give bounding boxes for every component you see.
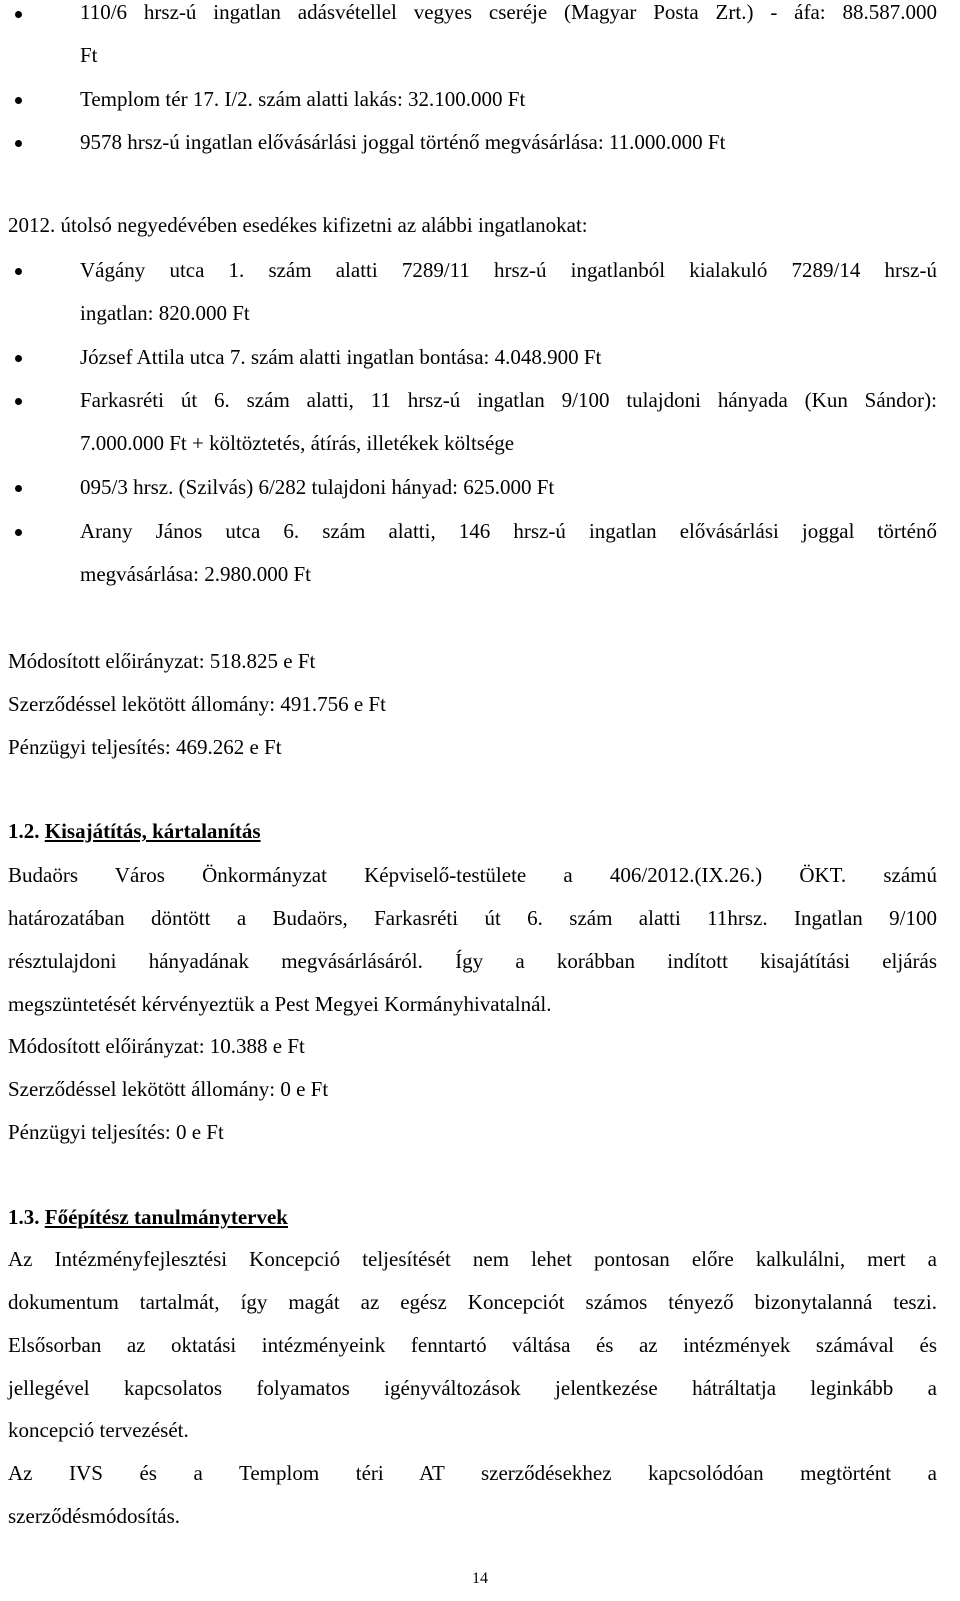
list-item-continuation: megvásárlása: 2.980.000 Ft bbox=[80, 562, 311, 586]
paragraph-line: résztulajdoni hányadának megvásárlásáról. Így a korábban indított kisajátítási eljárás bbox=[8, 949, 937, 973]
list-item: Farkasréti út 6. szám alatti, 11 hrsz-ú ingatlan 9/100 tulajdoni hányada (Kun Sándor): bbox=[80, 388, 937, 412]
list-item: 9578 hrsz-ú ingatlan elővásárlási joggal történő megvásárlása: 11.000.000 Ft bbox=[80, 130, 726, 154]
paragraph-line: dokumentum tartalmát, így magát az egész Koncepciót számos tényező bizonytalanná teszi. bbox=[8, 1290, 937, 1314]
section-title: Kisajátítás, kártalanítás bbox=[44, 819, 261, 843]
bullet-dot-icon bbox=[15, 268, 22, 275]
paragraph-line: Elsősorban az oktatási intézményeink fenntartó váltása és az intézmények számával és bbox=[8, 1333, 937, 1357]
paragraph-intro-2012: 2012. útolsó negyedévében esedékes kifizetni az alábbi ingatlanokat: bbox=[8, 213, 588, 237]
section-heading-1-2 bbox=[8, 821, 261, 842]
section-title: Főépítész tanulmánytervek bbox=[44, 1205, 288, 1229]
paragraph-line: jellegével kapcsolatos folyamatos igényváltozások jelentkezése hátráltatja leginkább a bbox=[8, 1376, 937, 1400]
list-item-continuation: Ft bbox=[80, 43, 98, 67]
page-number: 14 bbox=[472, 1570, 488, 1587]
paragraph-line: megszüntetését kérvényeztük a Pest Megyei Kormányhivatalnál. bbox=[8, 992, 552, 1016]
bullet-dot-icon bbox=[15, 529, 22, 536]
list-item: Vágány utca 1. szám alatti 7289/11 hrsz-ú ingatlanból kialakuló 7289/14 hrsz-ú bbox=[80, 258, 937, 282]
paragraph-line: szerződésmódosítás. bbox=[8, 1504, 181, 1528]
list-item: 095/3 hrsz. (Szilvás) 6/282 tulajdoni hányad: 625.000 Ft bbox=[80, 475, 555, 499]
financial-performance: Pénzügyi teljesítés: 0 e Ft bbox=[8, 1120, 224, 1144]
paragraph-line: határozatában döntött a Budaörs, Farkasréti út 6. szám alatti 11hrsz. Ingatlan 9/100 bbox=[8, 906, 937, 930]
bullet-dot-icon bbox=[15, 140, 22, 147]
contracted-amount: Szerződéssel lekötött állomány: 0 e Ft bbox=[8, 1077, 329, 1101]
contracted-amount: Szerződéssel lekötött állomány: 491.756 e Ft bbox=[8, 692, 386, 716]
list-item: József Attila utca 7. szám alatti ingatlan bontása: 4.048.900 Ft bbox=[80, 345, 602, 369]
financial-performance: Pénzügyi teljesítés: 469.262 e Ft bbox=[8, 735, 282, 759]
section-number: 1.3. bbox=[8, 1205, 40, 1229]
list-item: Arany János utca 6. szám alatti, 146 hrsz-ú ingatlan elővásárlási joggal történő bbox=[80, 519, 937, 543]
list-item-continuation: ingatlan: 820.000 Ft bbox=[80, 301, 250, 325]
modified-appropriation: Módosított előirányzat: 518.825 e Ft bbox=[8, 649, 316, 673]
bullet-dot-icon bbox=[15, 97, 22, 104]
paragraph-line: koncepció tervezését. bbox=[8, 1418, 189, 1442]
paragraph-line: Az IVS és a Templom téri AT szerződésekhez kapcsolódóan megtörtént a bbox=[8, 1461, 937, 1485]
list-item: Templom tér 17. I/2. szám alatti lakás: 32.100.000 Ft bbox=[80, 87, 526, 111]
bullet-dot-icon bbox=[15, 485, 22, 492]
list-item-continuation: 7.000.000 Ft + költöztetés, átírás, illetékek költsége bbox=[80, 431, 515, 455]
paragraph-line: Az Intézményfejlesztési Koncepció teljesítését nem lehet pontosan előre kalkulálni, mert a bbox=[8, 1247, 937, 1271]
section-number: 1.2. bbox=[8, 819, 40, 843]
bullet-dot-icon bbox=[15, 11, 22, 18]
section-heading-1-3 bbox=[8, 1207, 288, 1228]
modified-appropriation: Módosított előirányzat: 10.388 e Ft bbox=[8, 1034, 305, 1058]
paragraph-line: Budaörs Város Önkormányzat Képviselő-testülete a 406/2012.(IX.26.) ÖKT. számú bbox=[8, 863, 937, 887]
list-item: 110/6 hrsz-ú ingatlan adásvétellel vegyes cseréje (Magyar Posta Zrt.) - áfa: 88.587.000 bbox=[80, 0, 937, 24]
bullet-dot-icon bbox=[15, 398, 22, 405]
bullet-dot-icon bbox=[15, 355, 22, 362]
